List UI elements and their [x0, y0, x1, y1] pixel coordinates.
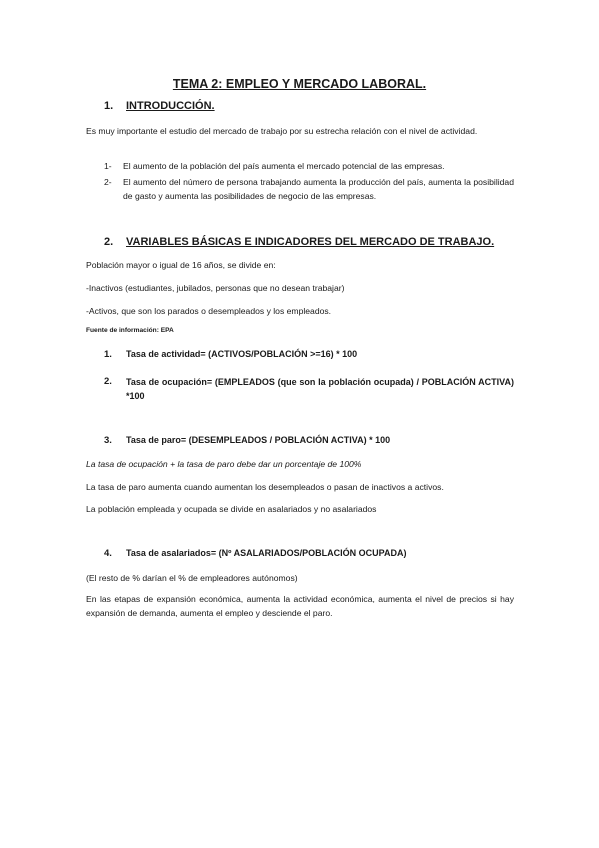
list-item-text: El aumento del número de persona trabajando aumenta la producción del país, aumenta la posibilidad de gasto y aumenta las posibilidades de negocio de las empresas. [123, 177, 514, 201]
list-item-number: 1- [104, 161, 112, 171]
population-text: Población mayor o igual de 16 años, se divide en: [86, 260, 276, 270]
indicator-item [104, 347, 514, 362]
list-item [104, 175, 514, 205]
indicator-formula: (EMPLEADOS (que son la población ocupada) / POBLACIÓN ACTIVA) *100 [126, 377, 514, 401]
note-italic: La tasa de ocupación + la tasa de paro debe dar un porcentaje de 100% [86, 459, 362, 469]
indicator-number: 3. [104, 435, 112, 446]
source-text: Fuente de información: EPA [86, 327, 174, 334]
indicator-label: Tasa de paro= [126, 435, 187, 445]
inactivos-text: -Inactivos (estudiantes, jubilados, personas que no desean trabajar) [86, 283, 345, 293]
list-item-number: 2- [104, 177, 112, 187]
indicator-item [104, 546, 514, 561]
section-1-heading [104, 100, 215, 112]
list-item [104, 159, 514, 173]
indicator-number: 4. [104, 548, 112, 559]
section-2-heading [104, 236, 494, 248]
indicator-formula: (ACTIVOS/POBLACIÓN >=16) * 100 [208, 349, 358, 359]
indicator-formula: (DESEMPLEADOS / POBLACIÓN ACTIVA) * 100 [188, 435, 391, 445]
section-1-title: INTRODUCCIÓN. [126, 100, 215, 112]
indicator-label: Tasa de ocupación= [126, 377, 213, 387]
poblacion-text: La población empleada y ocupada se divide en asalariados y no asalariados [86, 504, 377, 514]
resto-text: (El resto de % darían el % de empleadores autónomos) [86, 573, 298, 583]
section-2-number: 2. [104, 236, 114, 248]
activos-text: -Activos, que son los parados o desempleados y los empleados. [86, 306, 332, 316]
indicator-body [126, 375, 514, 403]
document-title: TEMA 2: EMPLEO Y MERCADO LABORAL. [172, 77, 427, 91]
indicator-label: Tasa de actividad= [126, 349, 206, 359]
section-1-number: 1. [104, 100, 114, 112]
indicator-number: 1. [104, 349, 112, 360]
intro-paragraph: Es muy importante el estudio del mercado de trabajo por su estrecha relación con el nivel de actividad. [86, 126, 478, 136]
indicator-number: 2. [104, 376, 112, 387]
section-2-title: VARIABLES BÁSICAS E INDICADORES DEL MERCADO DE TRABAJO. [126, 236, 495, 248]
indicator-formula: (Nº ASALARIADOS/POBLACIÓN OCUPADA) [218, 548, 407, 558]
paro-text: La tasa de paro aumenta cuando aumentan los desempleados o pasan de inactivos a activos. [86, 482, 444, 492]
indicator-item [104, 433, 514, 448]
expansion-paragraph: En las etapas de expansión económica, aumenta la actividad económica, aumenta el nivel de precios si hay expansión de demanda, aumenta el empleo y desciende el paro. [86, 594, 514, 618]
indicator-label: Tasa de asalariados= [126, 548, 217, 558]
list-item-text: El aumento de la población del país aumenta el mercado potencial de las empresas. [123, 161, 445, 171]
indicator-item [104, 375, 514, 405]
